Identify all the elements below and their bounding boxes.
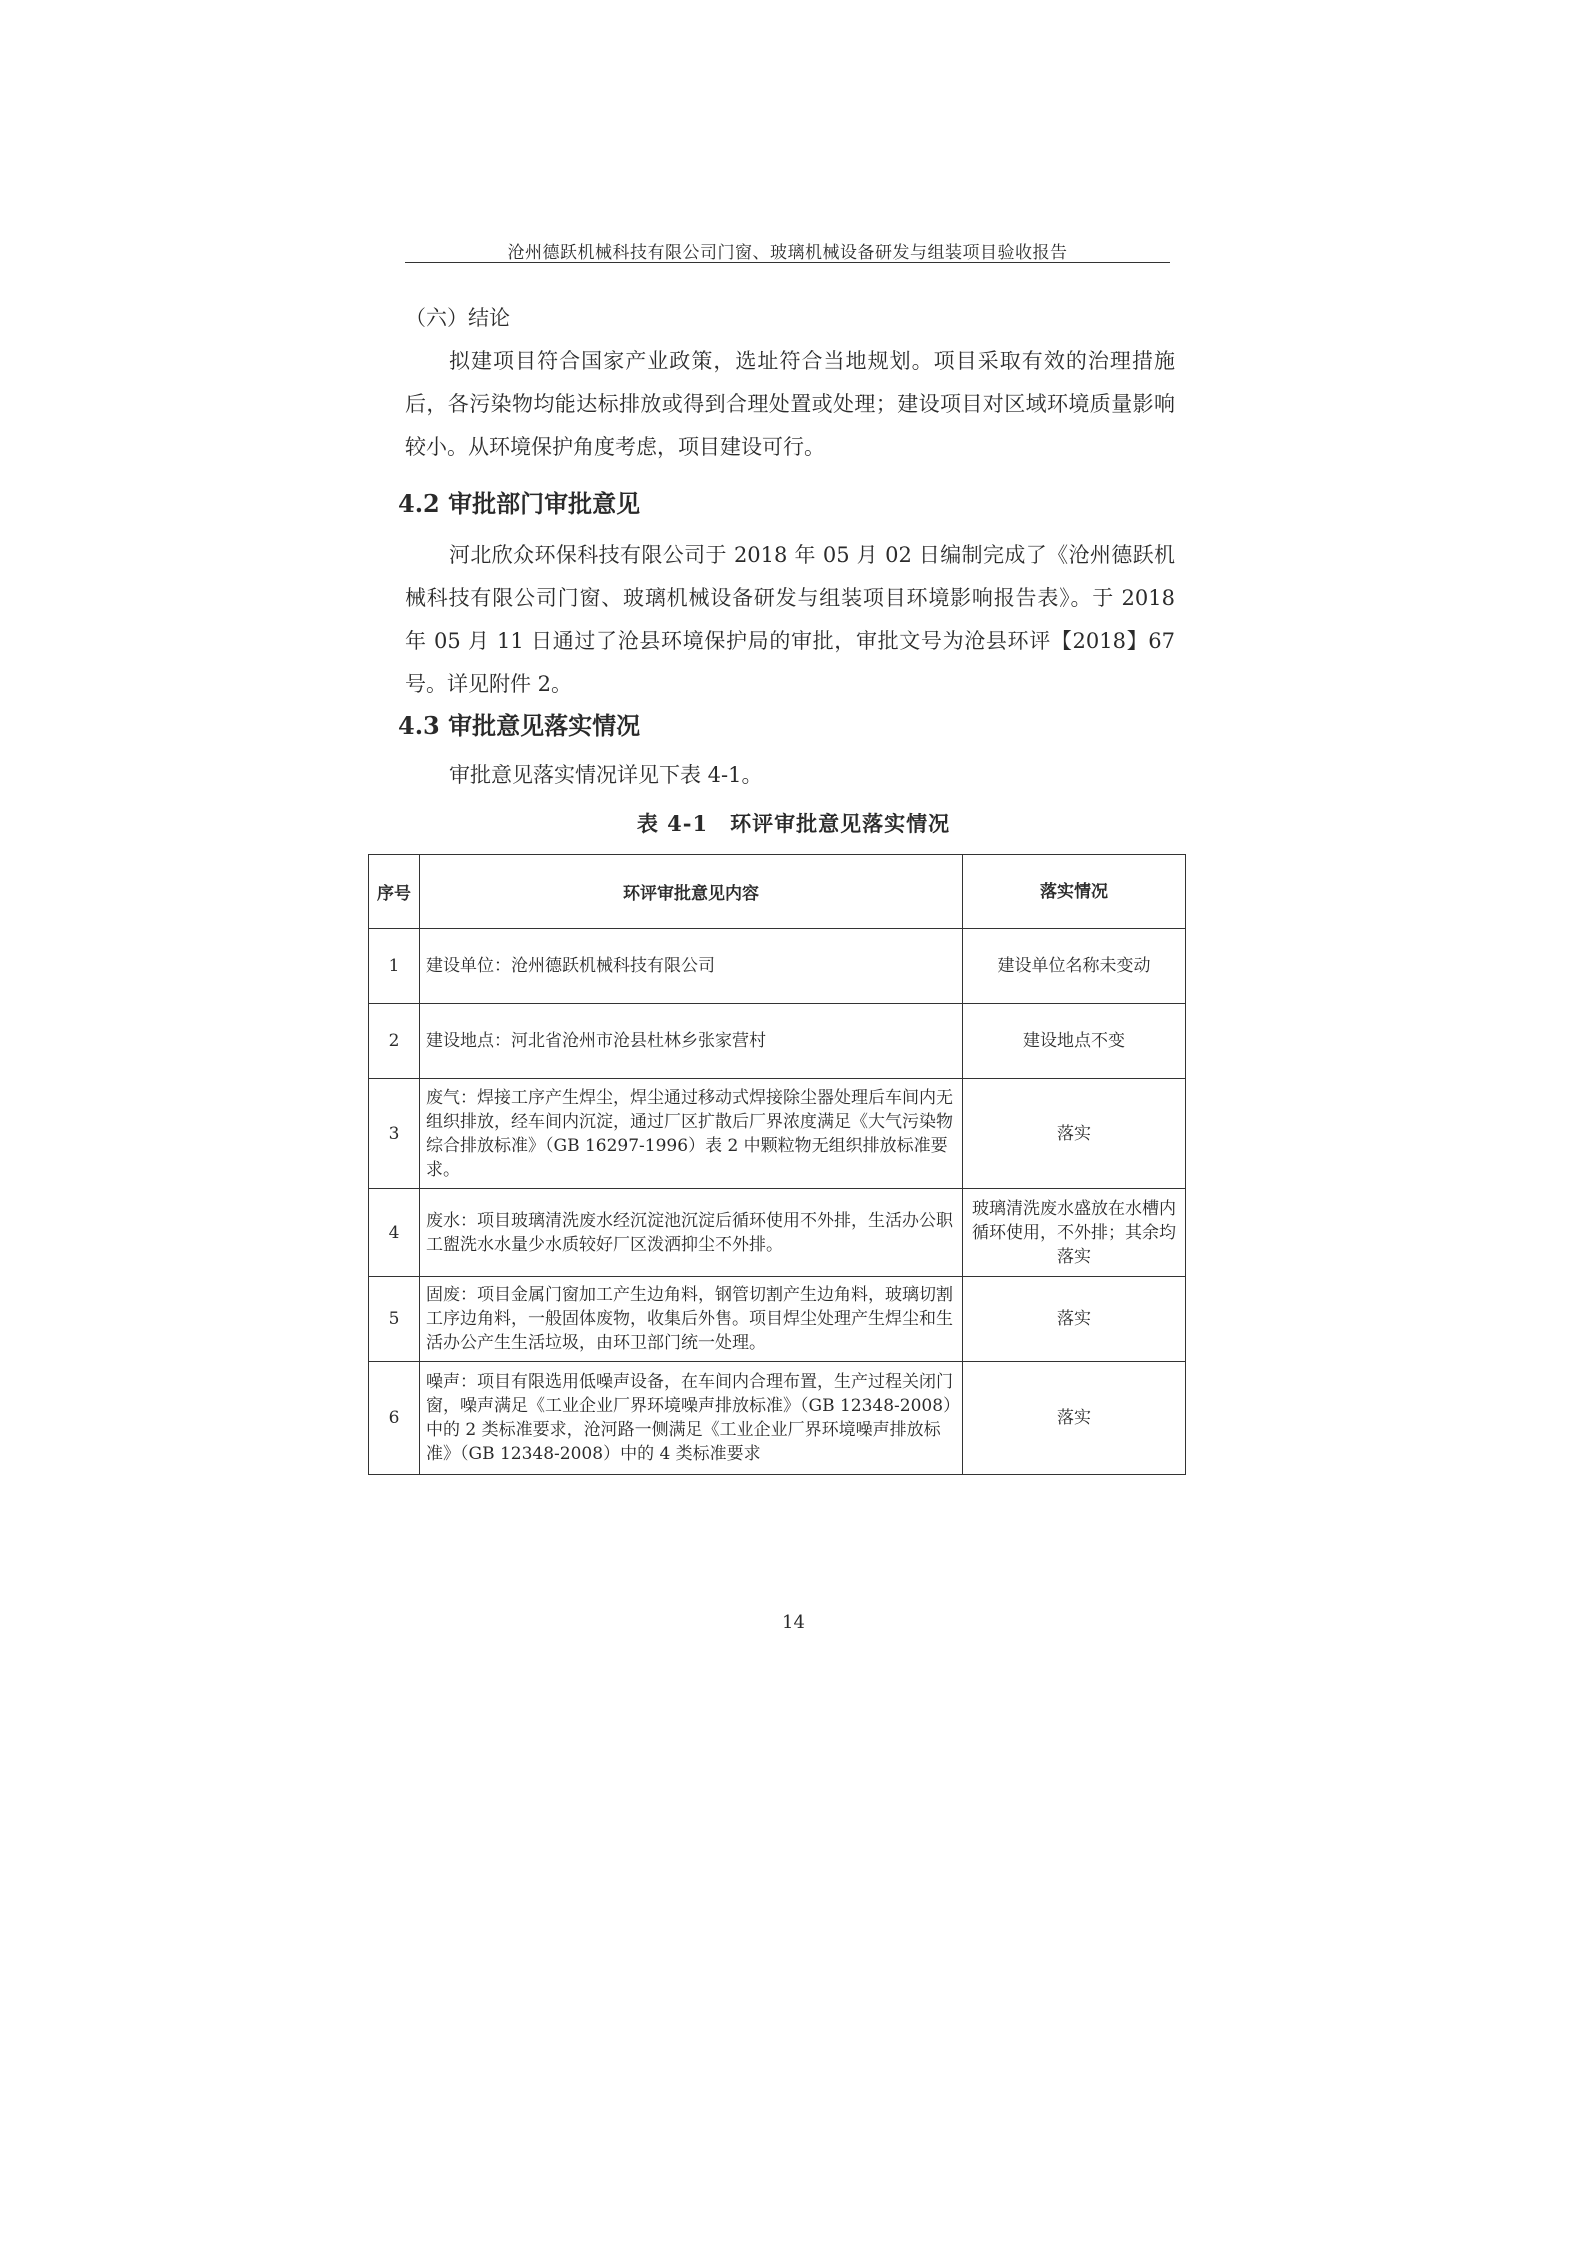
row-no: 5 xyxy=(369,1277,420,1362)
header-content: 环评审批意见内容 xyxy=(420,855,963,929)
row-content: 固废：项目金属门窗加工产生边角料，钢管切割产生边角料，玻璃切割工序边角料，一般固体废物，收集后外售。项目焊尘处理产生焊尘和生活办公产生生活垃圾，由环卫部门统一处理。 xyxy=(420,1277,963,1362)
header-rule xyxy=(405,262,1170,263)
section-4-3-paragraph: 审批意见落实情况详见下表 4-1。 xyxy=(449,763,763,787)
table-row xyxy=(369,1189,1186,1277)
section-6-paragraph: 拟建项目符合国家产业政策，选址符合当地规划。项目采取有效的治理措施后，各污染物均能达标排放或得到合理处置或处理；建设项目对区域环境质量影响较小。从环境保护角度考虑，项目建设可行。 xyxy=(405,349,1175,459)
page-number: 14 xyxy=(782,1612,805,1633)
row-content: 废气：焊接工序产生焊尘，焊尘通过移动式焊接除尘器处理后车间内无组织排放，经车间内沉淀，通过厂区扩散后厂界浓度满足《大气污染物综合排放标准》（GB 16297-1996）表 2 中颗粒物无组织排放标准要求。 xyxy=(420,1079,963,1189)
header-status: 落实情况 xyxy=(963,855,1186,929)
row-status: 玻璃清洗废水盛放在水槽内循环使用，不外排；其余均落实 xyxy=(963,1189,1186,1277)
section-4-2-paragraph: 河北欣众环保科技有限公司于 2018 年 05 月 02 日编制完成了《沧州德跃机械科技有限公司门窗、玻璃机械设备研发与组装项目环境影响报告表》。于 2018 年 05 月 11 日通过了沧县环境保护局的审批，审批文号为沧县环评【2018】67 号。详见附件 2。 xyxy=(405,543,1175,696)
table-header-row xyxy=(369,855,1186,929)
section-6-heading: （六）结论 xyxy=(405,306,510,330)
table-caption: 表 4-1 环评审批意见落实情况 xyxy=(636,811,951,836)
table-row xyxy=(369,1079,1186,1189)
row-status: 落实 xyxy=(963,1362,1186,1475)
row-no: 4 xyxy=(369,1189,420,1277)
section-4-3-heading: 4.3 审批意见落实情况 xyxy=(398,711,641,740)
row-no: 1 xyxy=(369,929,420,1004)
row-no: 2 xyxy=(369,1004,420,1079)
approval-table xyxy=(368,854,1186,1475)
row-no: 6 xyxy=(369,1362,420,1475)
row-status: 建设单位名称未变动 xyxy=(963,929,1186,1004)
table-row xyxy=(369,1004,1186,1079)
row-content: 噪声：项目有限选用低噪声设备，在车间内合理布置，生产过程关闭门窗，噪声满足《工业企业厂界环境噪声排放标准》（GB 12348-2008）中的 2 类标准要求，沧河路一侧满足《工业企业厂界环境噪声排放标准》（GB 12348-2008）中的 4 类标准要求 xyxy=(420,1362,963,1475)
row-status: 建设地点不变 xyxy=(963,1004,1186,1079)
row-status: 落实 xyxy=(963,1277,1186,1362)
row-content: 废水：项目玻璃清洗废水经沉淀池沉淀后循环使用不外排，生活办公职工盥洗水水量少水质较好厂区泼洒抑尘不外排。 xyxy=(420,1189,963,1277)
row-no: 3 xyxy=(369,1079,420,1189)
row-content: 建设单位：沧州德跃机械科技有限公司 xyxy=(420,929,963,1004)
page-header: 沧州德跃机械科技有限公司门窗、玻璃机械设备研发与组装项目验收报告 xyxy=(507,243,1068,263)
table-row xyxy=(369,929,1186,1004)
table-row xyxy=(369,1277,1186,1362)
section-4-2-heading: 4.2 审批部门审批意见 xyxy=(398,489,641,518)
row-status: 落实 xyxy=(963,1079,1186,1189)
row-content: 建设地点：河北省沧州市沧县杜林乡张家营村 xyxy=(420,1004,963,1079)
table-row xyxy=(369,1362,1186,1475)
header-no: 序号 xyxy=(369,855,420,929)
